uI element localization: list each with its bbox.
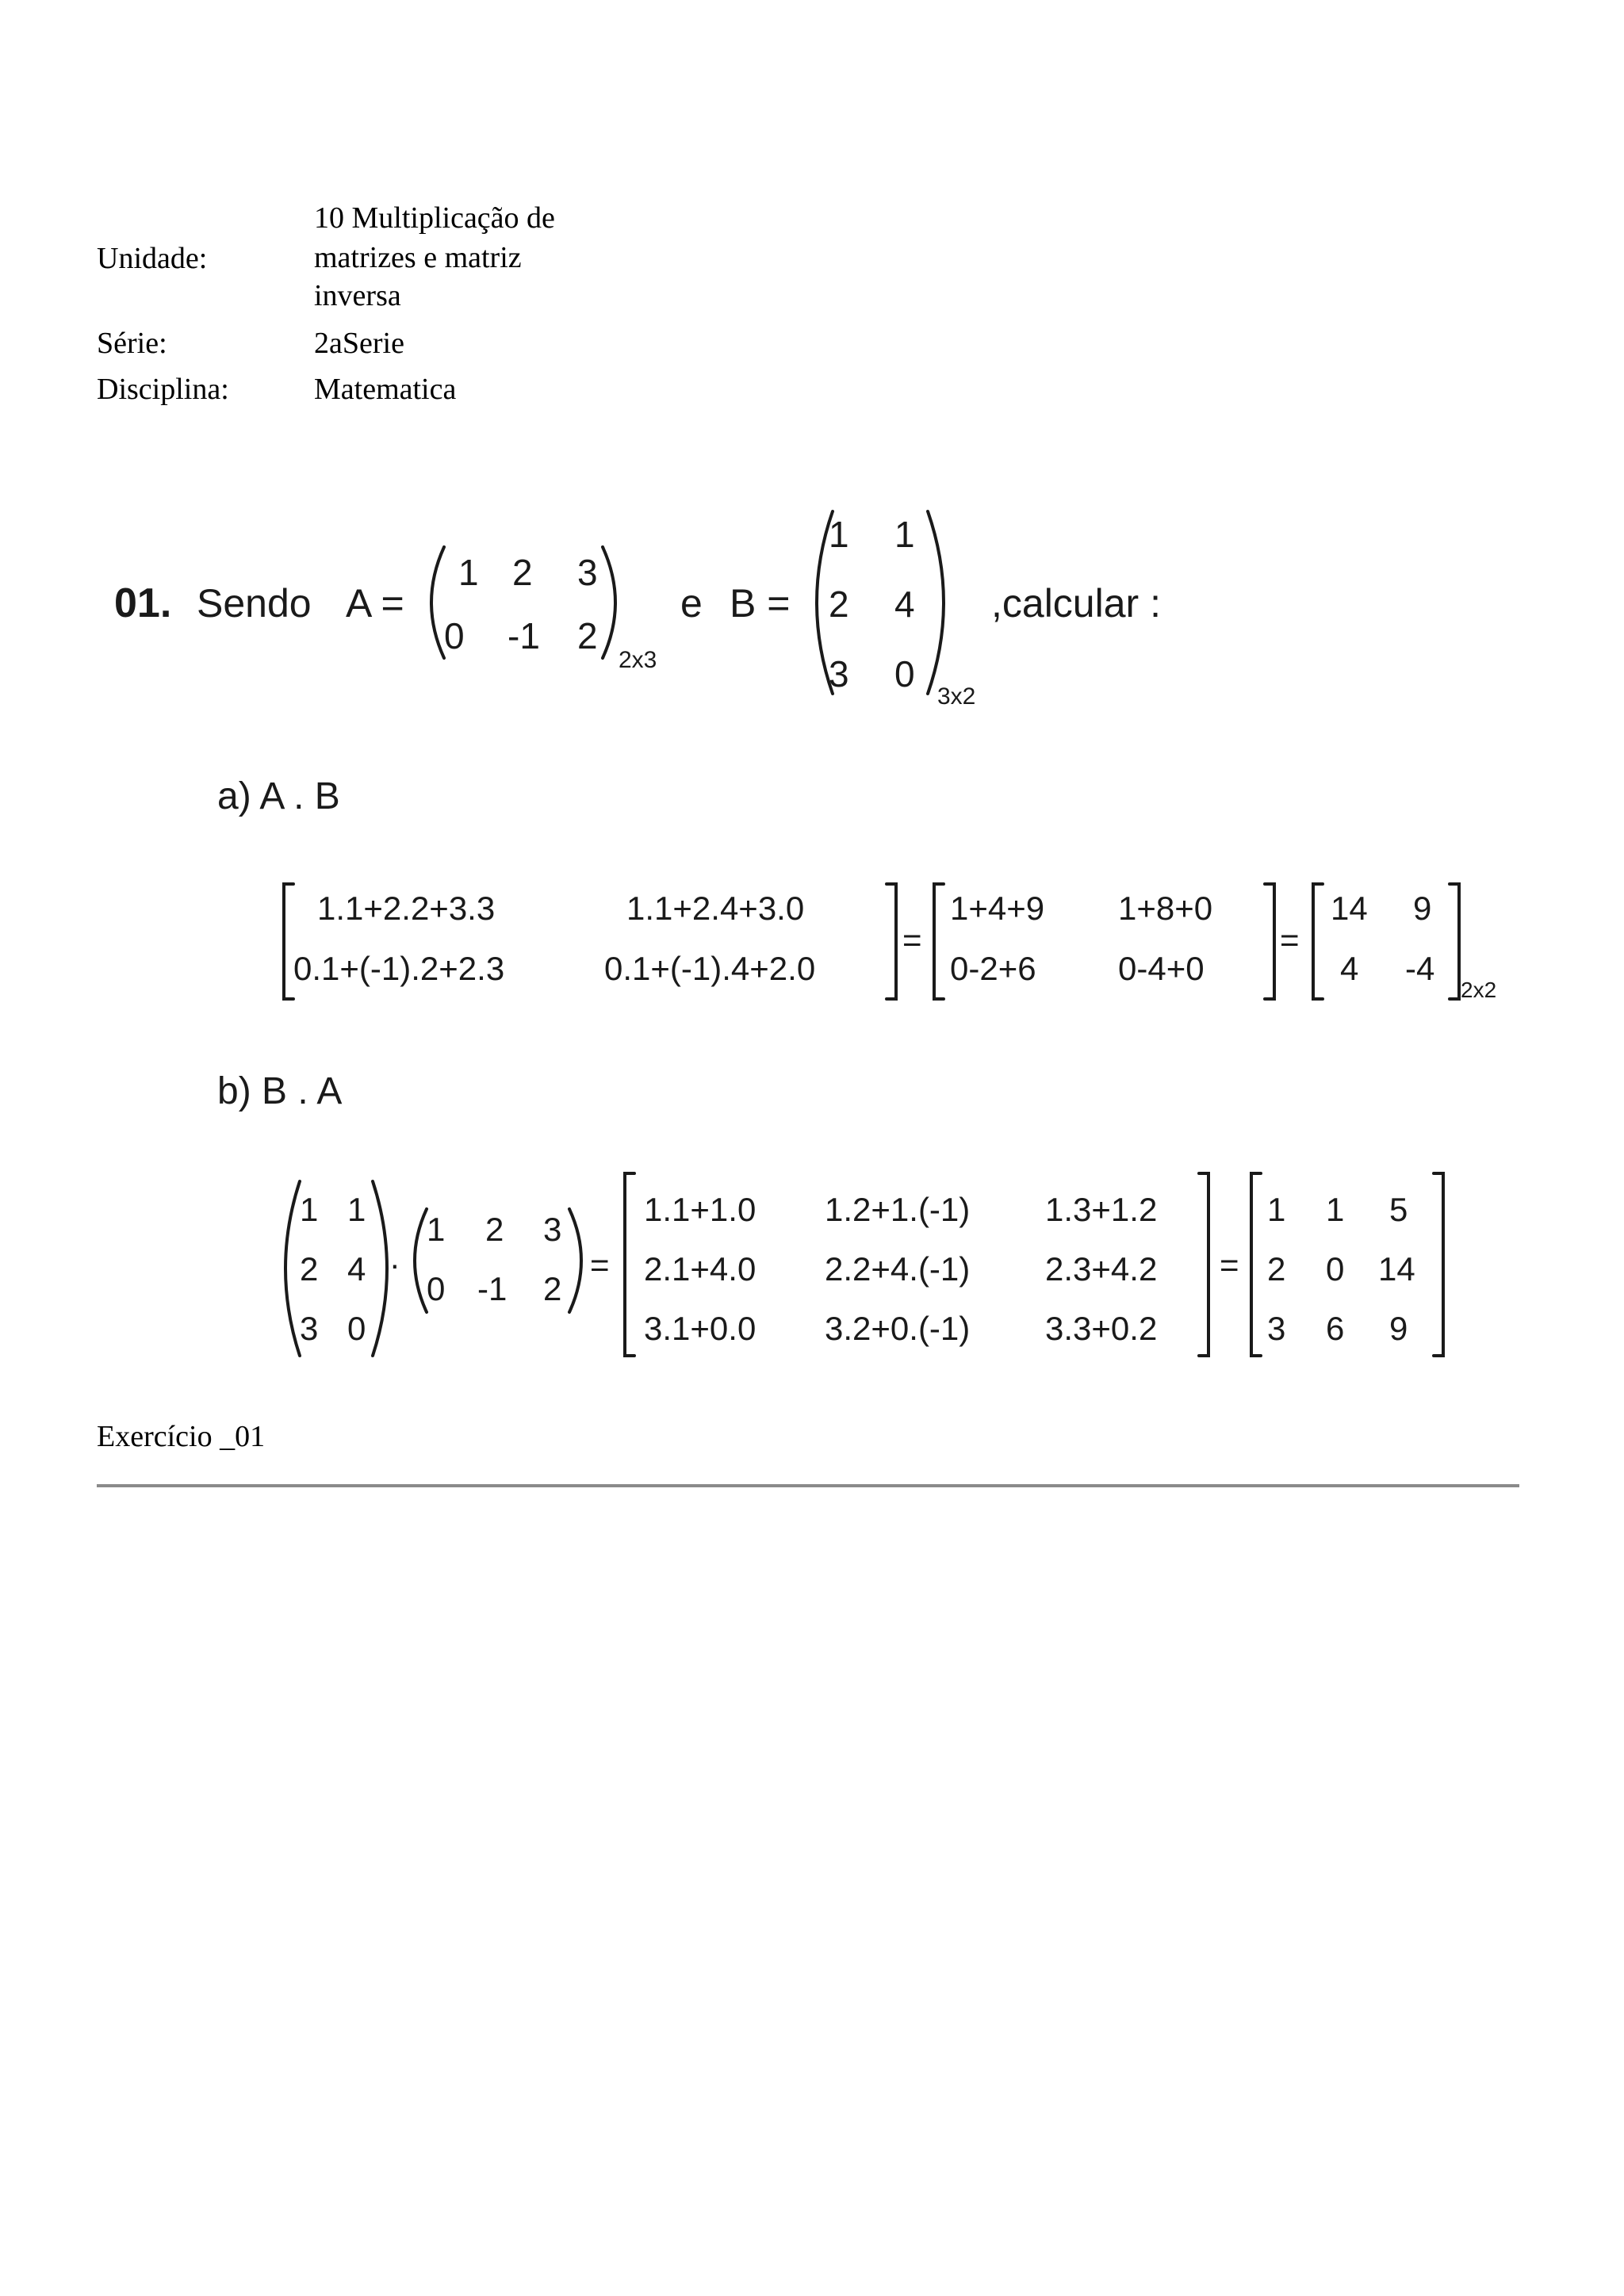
part-b-m2-cell: 0 (1326, 1250, 1345, 1288)
matrix-a-size: 2x3 (619, 647, 657, 673)
part-b-ma-cell: 2 (543, 1270, 562, 1307)
serie-value: 2aSerie (314, 327, 404, 360)
conjunction: e (680, 581, 703, 626)
part-a-m2-cell: 1+8+0 (1118, 890, 1213, 927)
part-a-m1-cell: 0.1+(-1).4+2.0 (604, 950, 816, 987)
part-b-m2-cell: 5 (1389, 1191, 1408, 1228)
part-b-ma-cell: 0 (427, 1270, 446, 1307)
part-b-mb-cell: 1 (347, 1191, 366, 1228)
matrix-b-cell: 0 (894, 653, 915, 695)
problem-intro: Sendo (197, 581, 312, 626)
part-a-m2-cell: 0-4+0 (1118, 950, 1205, 987)
part-b-m1-cell: 3.3+0.2 (1045, 1310, 1158, 1347)
serie-label: Série: (97, 327, 167, 360)
part-b-ma-cell: -1 (477, 1270, 508, 1307)
unidade-value-line-1: 10 Multiplicação de (314, 201, 555, 235)
part-b-m1-cell: 3.2+0.(-1) (825, 1310, 971, 1347)
equals-sign: = (590, 1246, 610, 1284)
matrix-a-cell: 2 (577, 615, 598, 656)
part-b-m1-cell: 1.2+1.(-1) (825, 1191, 971, 1228)
disciplina-label: Disciplina: (97, 373, 229, 406)
part-b-label: b) B . A (217, 1070, 343, 1112)
part-b-m2-cell: 14 (1378, 1250, 1415, 1288)
part-b-ma-cell: 3 (543, 1211, 562, 1248)
part-b-ma-cell: 2 (485, 1211, 504, 1248)
matrix-b-cell: 2 (829, 584, 849, 625)
part-b-ma-cell: 1 (427, 1211, 446, 1248)
part-a-m1-cell: 1.1+2.4+3.0 (626, 890, 805, 927)
multiply-dot: . (390, 1238, 400, 1276)
part-b-m1-cell: 2.1+4.0 (644, 1250, 756, 1288)
part-b-m2-cell: 1 (1326, 1191, 1345, 1228)
matrix-b-cell: 1 (894, 514, 915, 555)
horizontal-rule (97, 1484, 1519, 1487)
part-b-m1-cell: 3.1+0.0 (644, 1310, 756, 1347)
part-b-m2-cell: 3 (1267, 1310, 1286, 1347)
part-b-mb-cell: 3 (300, 1310, 319, 1347)
matrix-a-label: A = (346, 581, 404, 626)
part-a-m3-cell: 9 (1413, 890, 1432, 927)
matrix-b-cell: 4 (894, 584, 915, 625)
part-b-mb-cell: 0 (347, 1310, 366, 1347)
disciplina-value: Matematica (314, 373, 457, 406)
part-a-m1-cell: 1.1+2.2+3.3 (317, 890, 496, 927)
matrix-a-cell: 1 (458, 552, 479, 593)
part-b-m1-cell: 1.1+1.0 (644, 1191, 756, 1228)
part-a-m1-cell: 0.1+(-1).2+2.3 (293, 950, 505, 987)
matrix-a-cell: 3 (577, 552, 598, 593)
part-a-m3-cell: 4 (1340, 950, 1359, 987)
unidade-label: Unidade: (97, 242, 208, 275)
part-b-m2-cell: 9 (1389, 1310, 1408, 1347)
part-a-label: a) A . B (217, 775, 340, 817)
matrix-b-size: 3x2 (937, 683, 976, 710)
problem-ask: ,calcular : (991, 581, 1161, 626)
matrix-b-cell: 1 (829, 514, 849, 555)
unidade-value-line-2: matrizes e matriz (314, 241, 522, 274)
part-b-m2-cell: 1 (1267, 1191, 1286, 1228)
part-a-m3-cell: -4 (1405, 950, 1435, 987)
part-a-m2-cell: 0-2+6 (950, 950, 1036, 987)
part-a-m3-cell: 14 (1331, 890, 1368, 927)
part-b-mb-cell: 4 (347, 1250, 366, 1288)
equals-sign: = (1280, 921, 1300, 959)
equals-sign: = (1220, 1246, 1239, 1284)
part-b-m2-cell: 2 (1267, 1250, 1286, 1288)
equals-sign: = (902, 921, 922, 959)
matrix-a-cell: -1 (508, 615, 540, 656)
part-b-mb-cell: 1 (300, 1191, 319, 1228)
part-a-size: 2x2 (1461, 978, 1497, 1002)
part-b-m1-cell: 2.2+4.(-1) (825, 1250, 971, 1288)
part-b-mb-cell: 2 (300, 1250, 319, 1288)
matrix-b-label: B = (730, 581, 791, 626)
part-b-m1-cell: 2.3+4.2 (1045, 1250, 1158, 1288)
matrix-b-cell: 3 (829, 653, 849, 695)
matrix-a-cell: 0 (444, 615, 465, 656)
part-b-m2-cell: 6 (1326, 1310, 1345, 1347)
unidade-value-line-3: inversa (314, 279, 401, 312)
exercise-footer-label: Exercício _01 (97, 1420, 266, 1453)
part-b-m1-cell: 1.3+1.2 (1045, 1191, 1158, 1228)
matrix-a-cell: 2 (512, 552, 533, 593)
problem-number: 01. (114, 580, 172, 626)
part-a-m2-cell: 1+4+9 (950, 890, 1045, 927)
